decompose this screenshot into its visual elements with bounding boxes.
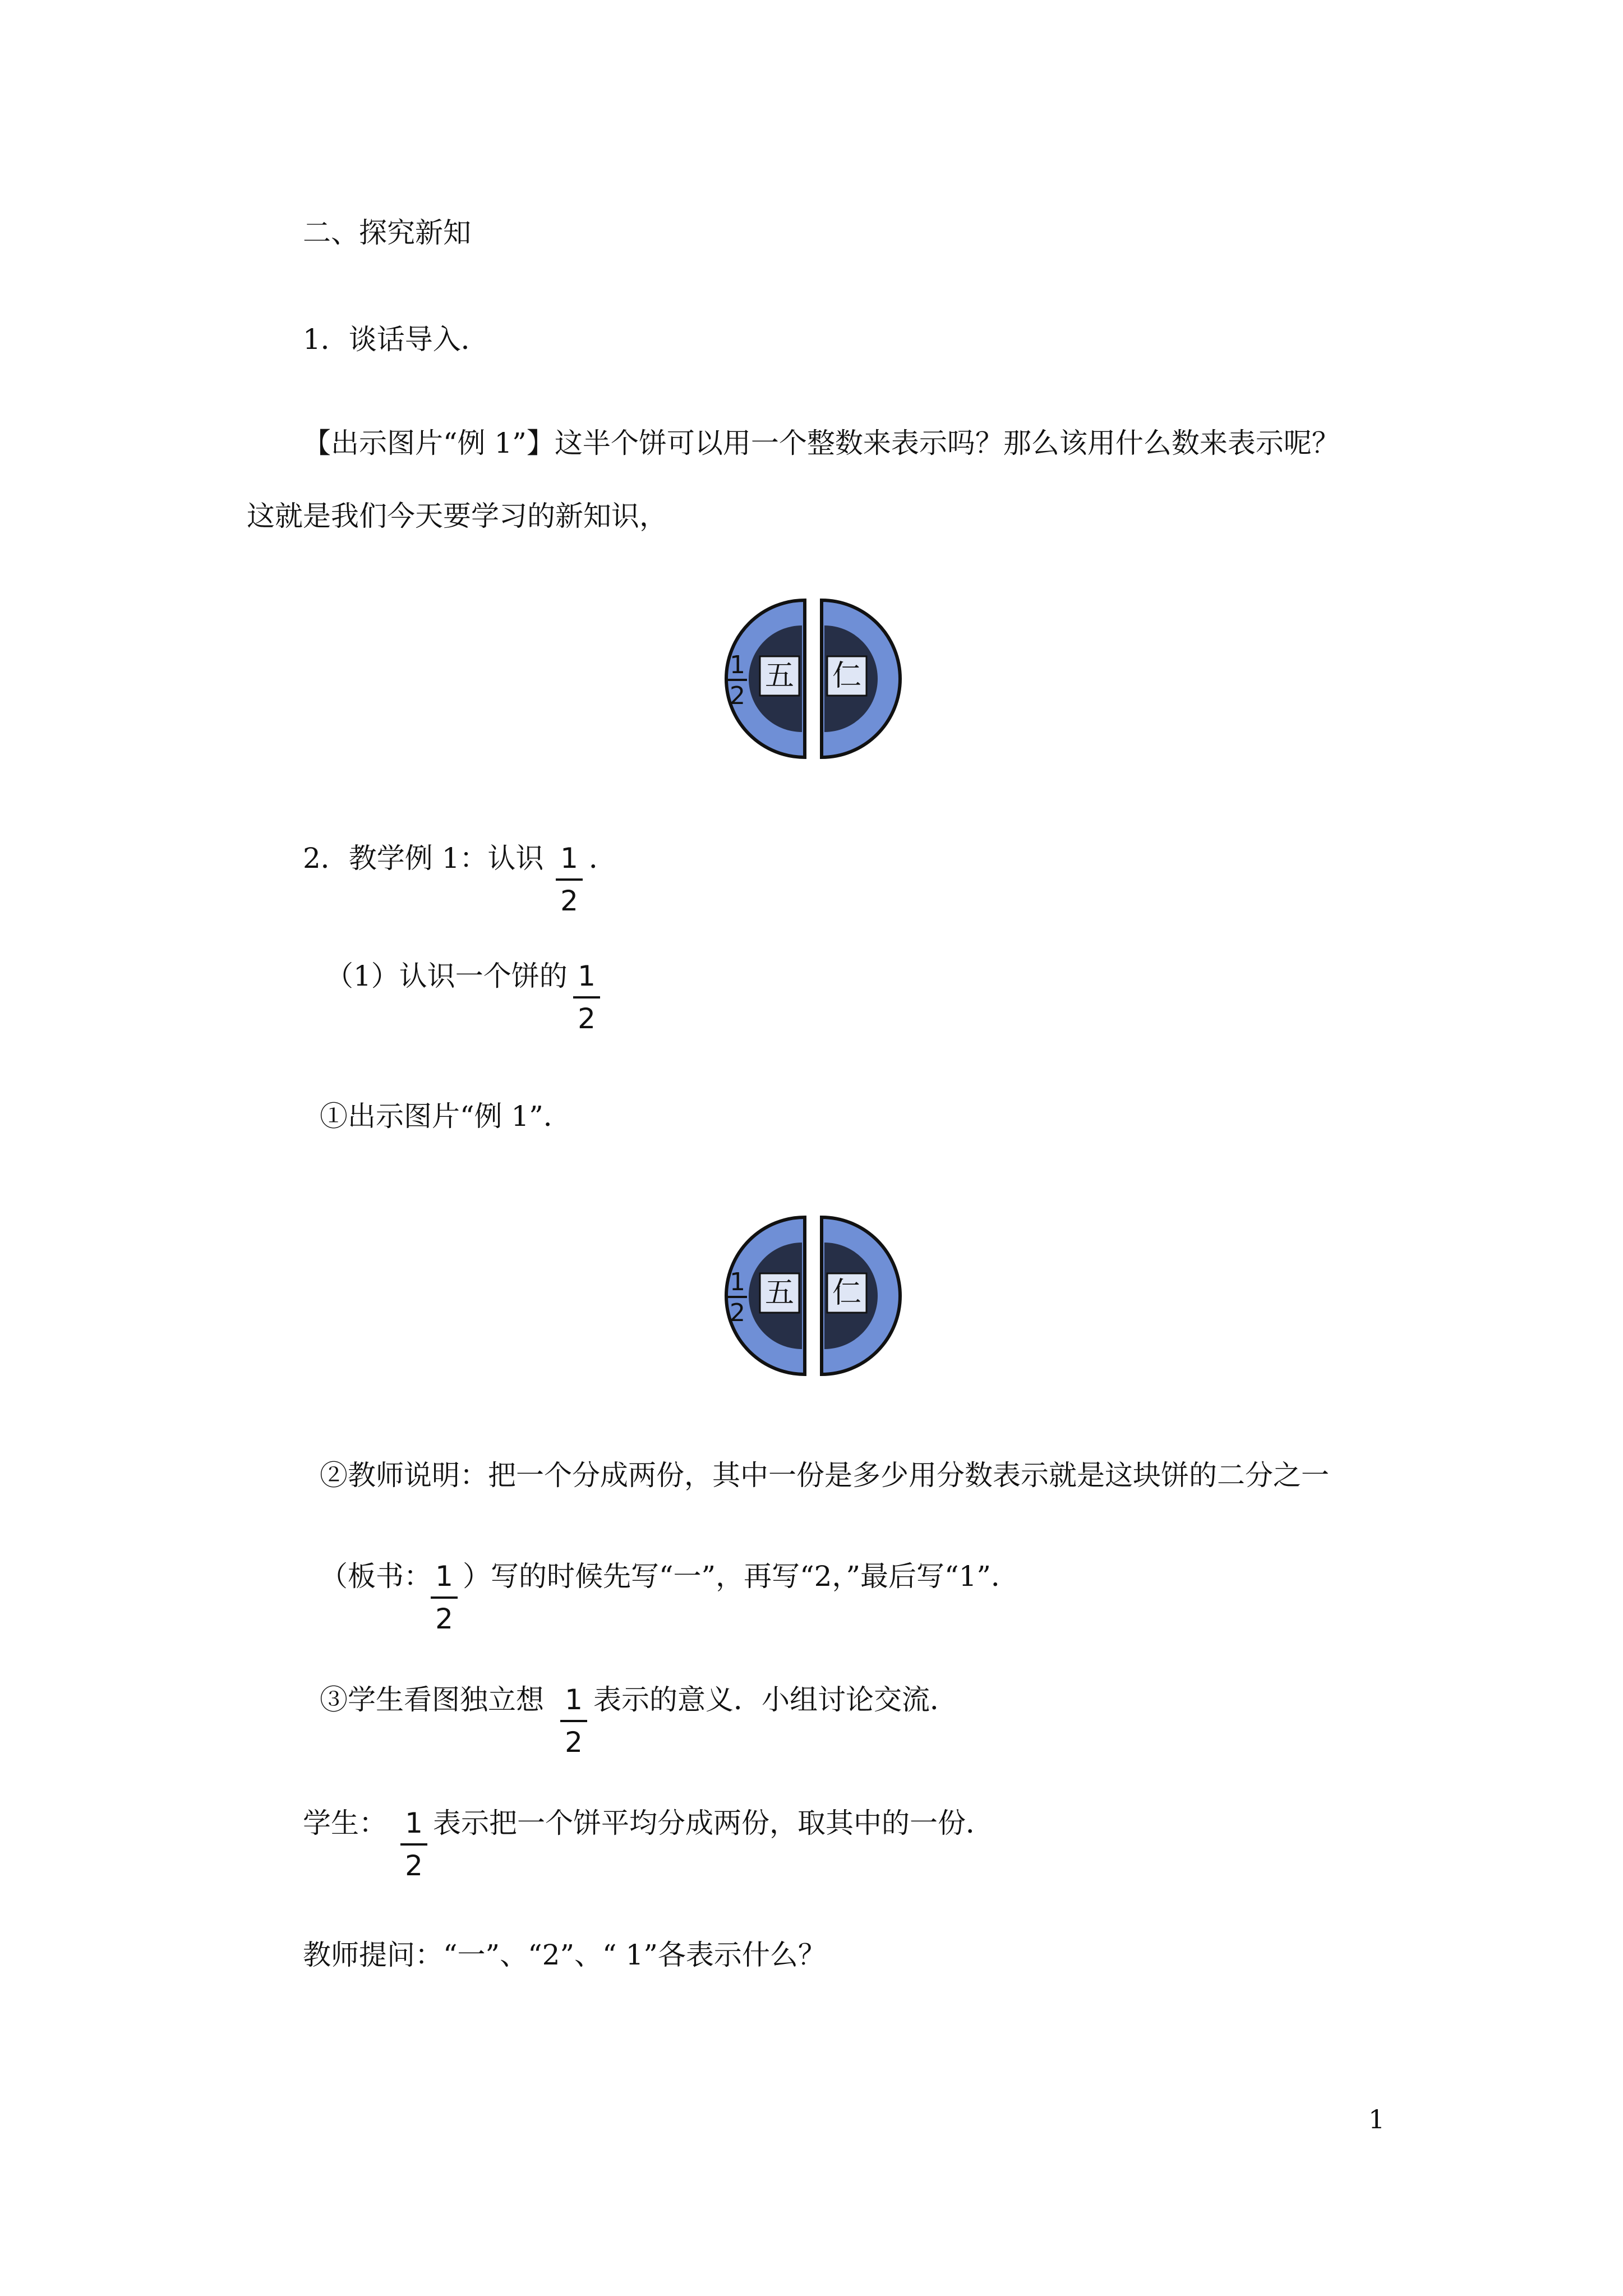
fraction-numerator: 1 [565,1683,583,1716]
fraction-bar [573,996,600,999]
left-cake-frac-den: 2 [730,682,745,710]
fraction-denominator: 2 [560,885,578,917]
right-cake-label: 仁 [832,1276,862,1310]
item-3-suffix: 表示的意义．小组讨论交流． [593,1683,958,1716]
left-cake-label: 五 [764,659,795,693]
teacher-question: 教师提问：“一”、“2”、“ 1”各表示什么？ [303,1939,826,1971]
student-suffix: 表示把一个饼平均分成两份，取其中的一份． [433,1807,994,1839]
fraction-numerator: 1 [578,960,596,992]
fraction-bar [556,878,583,881]
intro-line-1: 【出示图片“例 1”】这半个饼可以用一个整数来表示吗？那么该用什么数来表示呢？ [303,427,1340,459]
split-cake-figure [707,1212,920,1380]
item-3-prefix: ③学生看图独立想 [320,1683,544,1716]
item-2-line-2-prefix: （板书： [320,1560,432,1593]
fraction-numerator: 1 [560,842,578,875]
fraction-bar [560,1720,587,1722]
step-2-prefix: 2．教学例 1：认识 [303,842,544,875]
fraction-one-half [397,1806,431,1883]
left-cake-frac-num: 1 [730,651,745,679]
left-cake-frac-den: 2 [730,1299,745,1327]
right-cake-label: 仁 [832,659,862,693]
student-prefix: 学生： [303,1807,387,1839]
left-cake-label: 五 [764,1276,795,1310]
fraction-one-half [427,1559,461,1636]
intro-line-2: 这就是我们今天要学习的新知识， [247,500,667,532]
fraction-one-half [570,959,603,1036]
split-cake-figure [707,595,920,763]
step-1-heading: 1．谈话导入． [303,323,489,356]
section-heading: 二、探究新知 [303,217,471,249]
fraction-numerator: 1 [435,1560,453,1593]
fraction-numerator: 1 [405,1807,423,1839]
fraction-bar [400,1843,427,1846]
fraction-one-half [552,841,586,918]
fraction-denominator: 2 [578,1002,596,1035]
sub-1-prefix: （1）认识一个饼的 [325,960,568,992]
step-2-suffix: ． [589,842,617,875]
fraction-denominator: 2 [565,1726,583,1759]
fraction-denominator: 2 [435,1603,453,1635]
item-1: ①出示图片“例 1”． [320,1100,571,1133]
fraction-one-half [557,1683,591,1759]
fraction-denominator: 2 [405,1849,423,1882]
item-2-line-1: ②教师说明：把一个分成两份，其中一份是多少用分数表示就是这块饼的二分之一 [320,1459,1329,1492]
fraction-bar [431,1596,458,1599]
item-2-line-2-suffix: ）写的时候先写“一”，再写“2，”最后写“1”． [463,1560,1019,1593]
page-number: 1 [1368,2104,1385,2134]
left-cake-frac-num: 1 [730,1268,745,1296]
